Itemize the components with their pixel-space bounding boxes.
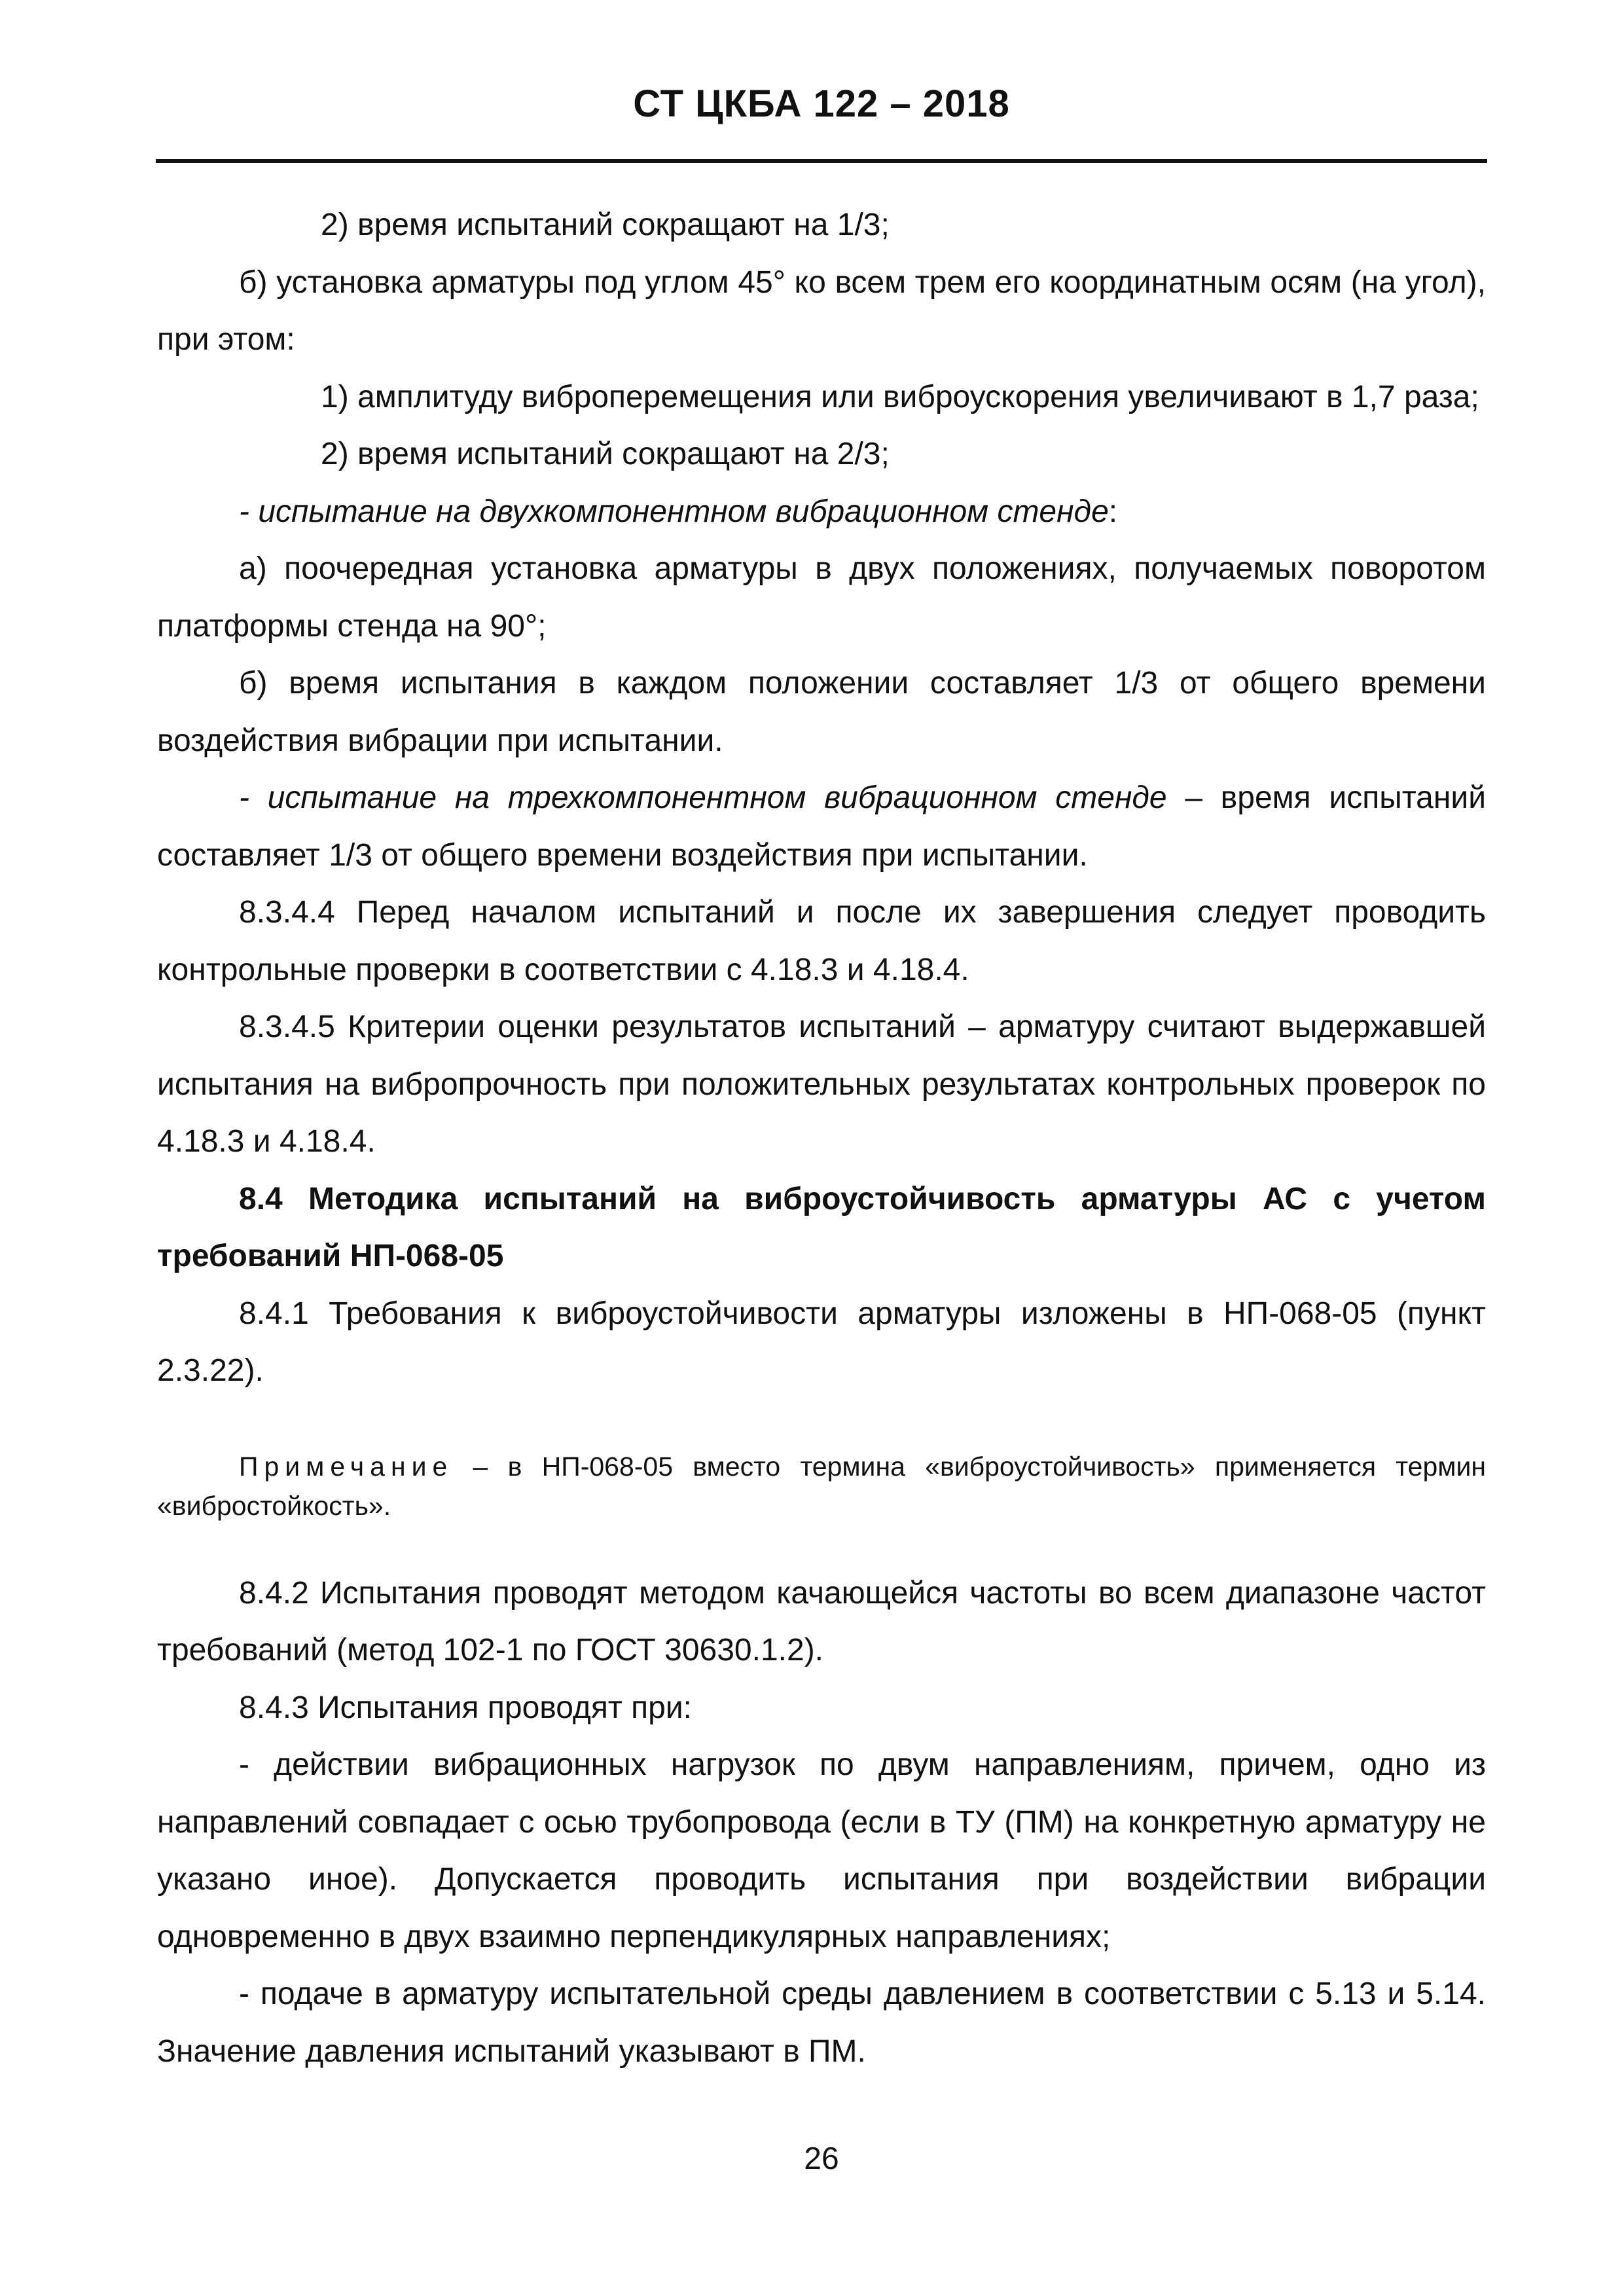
text-tail: – время испытаний составляет 1/3 от общего времени воздействия при испытании. xyxy=(157,780,1487,873)
note-text: – в НП-068-05 вместо термина «виброустойчивость» применяется термин «вибростойкость». xyxy=(157,1451,1486,1521)
paragraph: 8.4.1 Требования к виброустойчивости арматуры изложены в НП-068-05 (пункт 2.3.22). xyxy=(157,1296,1486,1388)
paragraph: 1) амплитуду виброперемещения или виброускорения увеличивают в 1,7 раза; xyxy=(321,379,1479,414)
section-heading: 8.4 Методика испытаний на виброустойчивость арматуры АС с учетом требований НП-068-05 xyxy=(157,1181,1486,1273)
note-label: Примечание xyxy=(239,1451,454,1482)
paragraph: а) поочередная установка арматуры в двух положениях, получаемых поворотом платформы стенда на 90°; xyxy=(157,551,1486,644)
note xyxy=(157,1447,1486,1525)
paragraph: 8.3.4.5 Критерии оценки результатов испытаний – арматуру считают выдержавшей испытания на вибропрочность при положительных результатах контрольных проверок по 4.18.3 и 4.18.4. xyxy=(157,1010,1486,1159)
paragraph: 2) время испытаний сокращают на 2/3; xyxy=(321,437,890,471)
paragraph: 8.3.4.4 Перед началом испытаний и после их завершения следует проводить контрольные проверки в соответствии с 4.18.3 и 4.18.4. xyxy=(157,895,1486,987)
document-header: СТ ЦКБА 122 – 2018 xyxy=(633,82,1010,125)
text-tail: : xyxy=(1108,494,1118,529)
paragraph: 2) время испытаний сокращают на 1/3; xyxy=(321,208,890,242)
paragraph xyxy=(157,769,1486,884)
paragraph: б) время испытания в каждом положении составляет 1/3 от общего времени воздействия вибрации при испытании. xyxy=(157,666,1486,758)
paragraph: - подаче в арматуру испытательной среды давлением в соответствии с 5.13 и 5.14. Значение давления испытаний указывают в ПМ. xyxy=(157,1977,1486,2069)
header-rule xyxy=(156,159,1487,163)
italic-term: - испытание на трехкомпонентном вибрационном стенде xyxy=(239,780,1167,815)
paragraph: - действии вибрационных нагрузок по двум направлениям, причем, одно из направлений совпадает с осью трубопровода (если в ТУ (ПМ) на конкретную арматуру не указано иное). Допускается проводить испытания при воздействии вибрации одновременно в двух взаимно перпендикулярных направлениях; xyxy=(157,1747,1486,1954)
paragraph: б) установка арматуры под углом 45° ко всем трем его координатным осям (на угол), при этом: xyxy=(157,264,1486,357)
page-number: 26 xyxy=(804,2141,839,2176)
italic-term: - испытание на двухкомпонентном вибрационном стенде xyxy=(239,494,1109,529)
paragraph: 8.4.3 Испытания проводят при: xyxy=(239,1690,693,1725)
document-body xyxy=(157,196,1486,2080)
paragraph: 8.4.2 Испытания проводят методом качающейся частоты во всем диапазоне частот требований (метод 102-1 по ГОСТ 30630.1.2). xyxy=(157,1575,1486,1667)
paragraph xyxy=(157,483,1486,541)
